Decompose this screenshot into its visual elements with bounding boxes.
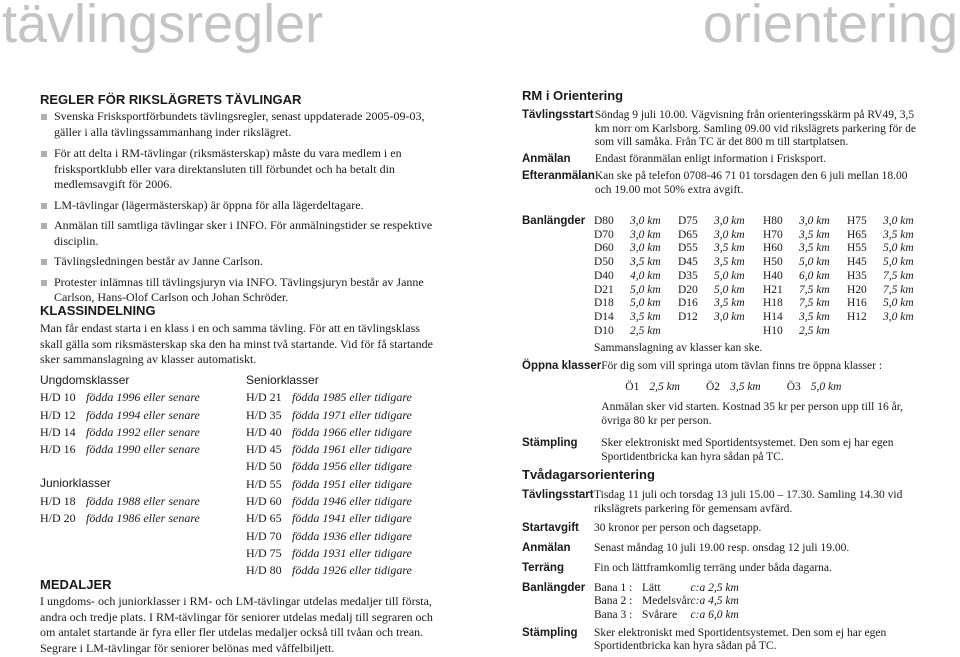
course-class: D40 [594,269,614,282]
course-length: 5,0 km [799,256,830,269]
class-row [246,476,412,493]
rm-row-text: Söndag 9 juli 10.00. Vägvisning från orienteringsskärm på RV49, 3,5 km norr om Karlsborg. Samling 09.00 vid rikslägrets parkering för de som vill samåka. Från TC är det 800 m till startplatsen. [594,109,916,149]
open-text: För dig som vill springa utom tävlan finns tre öppna klasser : [601,360,883,372]
open-classes [601,381,922,395]
course-length: 3,5 km [630,310,661,323]
course-length: 5,0 km [630,283,661,296]
course-length: 3,5 km [799,228,830,241]
bana-level: Medelsvår [642,595,691,608]
banlangder-block [522,215,931,356]
rm-row [522,109,922,153]
rules-item: Anmälan till samtliga tävlingar sker i INFO. För anmälningstider se respektive disciplin. [40,218,445,249]
rm-row-label: Tävlingsstart [522,109,594,121]
bana-length: c:a 4,5 km [690,595,739,608]
class-desc: födda 1992 eller senare [86,424,200,439]
banlangd-row [594,242,931,256]
course-class [678,325,714,339]
course-length: 3,5 km [714,242,745,255]
rules-item: För att delta i RM-tävlingar (riksmästerskap) måste du vara medlem i en frisksportklubb eller vara direktansluten till förbundet och ha betalt din medlemsavgift för 2006. [40,146,445,193]
class-code: H/D 55 [246,476,282,491]
course-class: D50 [594,256,614,269]
class-row [246,528,412,545]
course-length: 3,0 km [630,228,661,241]
two-day-row [522,542,922,562]
class-row [246,562,412,579]
banlangd-row [594,215,931,229]
class-desc: födda 1971 eller tidigare [292,407,412,422]
open-class-length: 2,5 km [649,380,680,393]
course-class: D16 [678,297,698,310]
course-class: D18 [594,297,614,310]
two-day-row-text: Fin och lättframkomlig terräng under båda dagarna. [594,561,832,574]
class-code: H/D 21 [246,390,282,405]
banlangd-row [594,297,931,311]
two-day-row-text: Tisdag 11 juli och torsdag 13 juli 15.00 – 17.30. Samling 14.30 vid rikslägrets parkering för gemensam avfärd. [594,489,903,515]
course-class [847,325,883,339]
class-code: H/D 12 [40,407,76,422]
class-row [246,441,412,458]
course-class: D65 [678,228,698,241]
class-desc: födda 1985 eller tidigare [292,390,412,405]
course-length: 3,5 km [883,228,914,241]
class-desc: födda 1961 eller tidigare [292,442,412,457]
course-class: D60 [594,242,614,255]
course-length: 3,5 km [714,256,745,269]
banlangder-label: Banlängder [522,215,586,227]
banlangd-row [594,270,931,284]
banlangd-row [594,311,931,325]
class-row [246,545,412,562]
course-length: 3,0 km [714,215,745,227]
two-day-row-label: Anmälan [522,542,571,555]
course-length: 5,0 km [883,297,914,310]
two-day-row [522,522,922,542]
page-title-left: tävlingsregler [2,0,324,54]
bana-row [594,582,739,596]
open-text-2: Anmälan sker vid starten. Kostnad 35 kr per person upp till 16 år, övriga 80 kr per person. [601,401,903,428]
course-class: H80 [763,215,783,227]
course-length: 3,0 km [883,310,914,323]
banlangd-row [594,229,931,243]
course-class: H12 [847,310,867,323]
course-length: 2,5 km [799,324,830,337]
course-length: 5,0 km [714,269,745,282]
rm-row-text: Endast föranmälan enligt information i Frisksport. [594,153,827,166]
course-length: 7,5 km [883,269,914,282]
class-row [40,424,200,441]
class-desc: födda 1994 eller senare [86,407,200,422]
rm-info [522,109,922,200]
course-class: D35 [678,269,698,282]
class-code: H/D 18 [40,493,76,508]
course-length: 3,0 km [630,215,661,227]
bana-length: c:a 6,0 km [690,608,739,621]
class-row [40,441,200,458]
course-class: H16 [847,297,867,310]
course-length: 3,5 km [799,242,830,255]
two-day-row-label: Terräng [522,561,564,574]
class-code: H/D 14 [40,424,76,439]
class-row [246,510,412,527]
course-length: 3,0 km [883,215,914,227]
class-code: H/D 75 [246,545,282,560]
bana-length: c:a 2,5 km [690,581,739,594]
class-desc: födda 1931 eller tidigare [292,545,412,560]
class-row [246,424,412,441]
course-length: 7,5 km [883,283,914,296]
course-class: H65 [847,228,867,241]
class-row [40,407,200,424]
course-length: 5,0 km [883,242,914,255]
course-class: H14 [763,310,783,323]
ban2-label: Banlängder [522,581,586,594]
course-length: 3,0 km [714,228,745,241]
course-length: 6,0 km [799,269,830,282]
course-class: D75 [678,215,698,227]
course-class: D12 [678,310,698,323]
course-length: 4,0 km [630,269,661,282]
rules-item: Protester inlämnas till tävlingsjuryn via INFO. Tävlingsjuryn består av Janne Carlson, Hans-Olof Carlson och Johan Schröder. [40,275,445,306]
course-length: 5,0 km [883,256,914,269]
course-length [714,325,763,339]
course-class: D55 [678,242,698,255]
course-class: H20 [847,283,867,296]
course-length: 5,0 km [630,297,661,310]
rm-row-label: Anmälan [522,153,571,166]
course-class: H45 [847,256,867,269]
course-class: H70 [763,228,783,241]
banlangd-row [594,284,931,298]
class-desc: födda 1988 eller senare [86,493,200,508]
rules-item: Svenska Frisksportförbundets tävlingsregler, senast uppdaterade 2005-09-03, gäller i alla tävlingssammanhang inder rikslägret. [40,109,445,140]
rules-item: Tävlingsledningen består av Janne Carlson. [40,254,445,270]
two-day-row-label: Tävlingsstart [522,489,594,501]
course-class: H18 [763,297,783,310]
course-class: H60 [763,242,783,255]
course-length: 5,0 km [714,283,745,296]
class-code: H/D 16 [40,442,76,457]
course-length: 3,0 km [630,242,661,255]
course-length: 3,5 km [714,297,745,310]
rules-list-wrap [40,109,445,311]
class-code: H/D 35 [246,407,282,422]
two-day-info [522,489,922,654]
course-length: 3,0 km [799,215,830,227]
class-desc: födda 1986 eller senare [86,511,200,526]
class-desc: födda 1956 eller tidigare [292,459,412,474]
class-desc: födda 1996 eller senare [86,390,200,405]
class-row [246,407,412,424]
course-class: D14 [594,310,614,323]
class-desc: födda 1990 eller senare [86,442,200,457]
stamp2-label: Stämpling [522,626,578,639]
medals-text: I ungdoms- och juniorklasser i RM- och LM-tävlingar utdelas medaljer till första, andra och tredje plats. I RM-tävlingar för seniorer utdelas medalj till segraren och om antalet startande är fyra eller fler utdelas medaljer också till tvåan och trean. Segrare i LM-tävlingar för seniorer belönas med våffelbiljett. [40,594,433,655]
stamp-label: Stämpling [522,436,578,449]
class-desc: födda 1946 eller tidigare [292,494,412,509]
course-class: H21 [763,283,783,296]
open-label: Öppna klasser [522,360,602,372]
class-code: H/D 10 [40,390,76,405]
youth-junior-block [40,372,200,527]
rm-row-text: Kan ske på telefon 0708-46 71 01 torsdagen den 6 juli mellan 18.00 och 19.00 mot 50% extra avgift. [594,169,908,196]
course-class: D70 [594,228,614,241]
stamp2-text: Sker elektroniskt med Sportidentsystemet. Den som ej har egen Sportidentbricka kan hyra sådan på TC. [594,626,887,653]
junior-heading: Juniorklasser [40,476,111,491]
class-row [246,493,412,510]
class-row [40,389,200,406]
rm-row [522,170,922,200]
class-desc: födda 1936 eller tidigare [292,528,412,543]
class-row [246,458,412,475]
rm-heading: RM i Orientering [522,88,624,103]
rm-row-label: Efteranmälan [522,169,595,182]
course-length: 3,5 km [630,256,661,269]
class-code: H/D 65 [246,511,282,526]
open-class-code: Ö2 [706,380,721,393]
class-row [40,493,200,510]
class-code: H/D 80 [246,563,282,578]
class-code: H/D 20 [40,511,76,526]
course-class: H55 [847,242,867,255]
course-length: 7,5 km [799,283,830,296]
banlangd-row [594,256,931,270]
class-desc: födda 1966 eller tidigare [292,424,412,439]
senior-block [246,372,412,580]
class-code: H/D 45 [246,442,282,457]
course-length: 7,5 km [799,297,830,310]
banlangd-row [594,325,931,339]
rules-item: LM-tävlingar (lägermästerskap) är öppna för alla lägerdeltagare. [40,198,445,214]
two-day-row [522,489,922,522]
course-class: D20 [678,283,698,296]
course-class: D10 [594,324,614,337]
class-row [246,389,412,406]
class-text: Man får endast starta i en klass i en och samma tävling. För att en tävlingsklass skall gälla som riksmästerskap ska den ha minst två startande. Vid för få startande sker sammanslagning av klasser automatiskt. [40,321,433,366]
course-class: H35 [847,269,867,282]
course-class: H40 [763,269,783,282]
open-block [522,360,922,464]
course-class: H50 [763,256,783,269]
course-class: H75 [847,215,867,227]
bana-level: Lätt [642,581,661,594]
rules-list [40,109,445,306]
stamp-text: Sker elektroniskt med Sportidentsystemet. Den som ej har egen Sportidentbricka kan hyra sådan på TC. [601,436,894,463]
rm-row [522,153,922,170]
class-code: H/D 70 [246,528,282,543]
class-code: H/D 50 [246,459,282,474]
bana-name: Bana 3 : [594,608,633,621]
two-day-row-text: 30 kronor per person och dagsetapp. [594,522,762,535]
course-length: 2,5 km [630,324,661,337]
bana-level: Svårare [642,608,678,621]
course-class: D45 [678,256,698,269]
course-class: H10 [763,324,783,337]
page-title-right: orientering [702,0,958,54]
youth-heading: Ungdomsklasser [40,373,130,387]
medals-heading: MEDALJER [40,577,112,592]
course-class: D21 [594,283,614,296]
class-desc: födda 1926 eller tidigare [292,563,412,578]
course-length [883,325,931,339]
class-row [40,510,200,527]
bana-row [594,609,739,623]
bana-name: Bana 2 : [594,595,633,608]
two-day-row-label: Startavgift [522,522,579,535]
class-desc: födda 1951 eller tidigare [292,476,412,491]
course-length: 3,5 km [799,310,830,323]
class-desc: födda 1941 eller tidigare [292,511,412,526]
senior-heading: Seniorklasser [246,373,319,387]
rules-heading: REGLER FÖR RIKSLÄGRETS TÄVLINGAR [40,92,302,107]
two-day-heading: Tvådagarsorientering [522,467,655,482]
course-length: 3,0 km [714,310,745,323]
course-class: D80 [594,215,614,227]
open-class-code: Ö1 [625,380,640,393]
bana-row [594,595,739,609]
bana-name: Bana 1 : [594,581,633,594]
two-day-row-text: Senast måndag 10 juli 19.00 resp. onsdag 12 juli 19.00. [594,542,850,555]
open-class-length: 3,5 km [730,380,761,393]
class-code: H/D 60 [246,494,282,509]
open-class-code: Ö3 [786,380,801,393]
class-code: H/D 40 [246,424,282,439]
merge-note: Sammanslagning av klasser kan ske. [594,342,763,355]
two-day-row [522,562,922,582]
class-heading: KLASSINDELNING [40,303,156,318]
open-class-length: 5,0 km [810,380,842,393]
